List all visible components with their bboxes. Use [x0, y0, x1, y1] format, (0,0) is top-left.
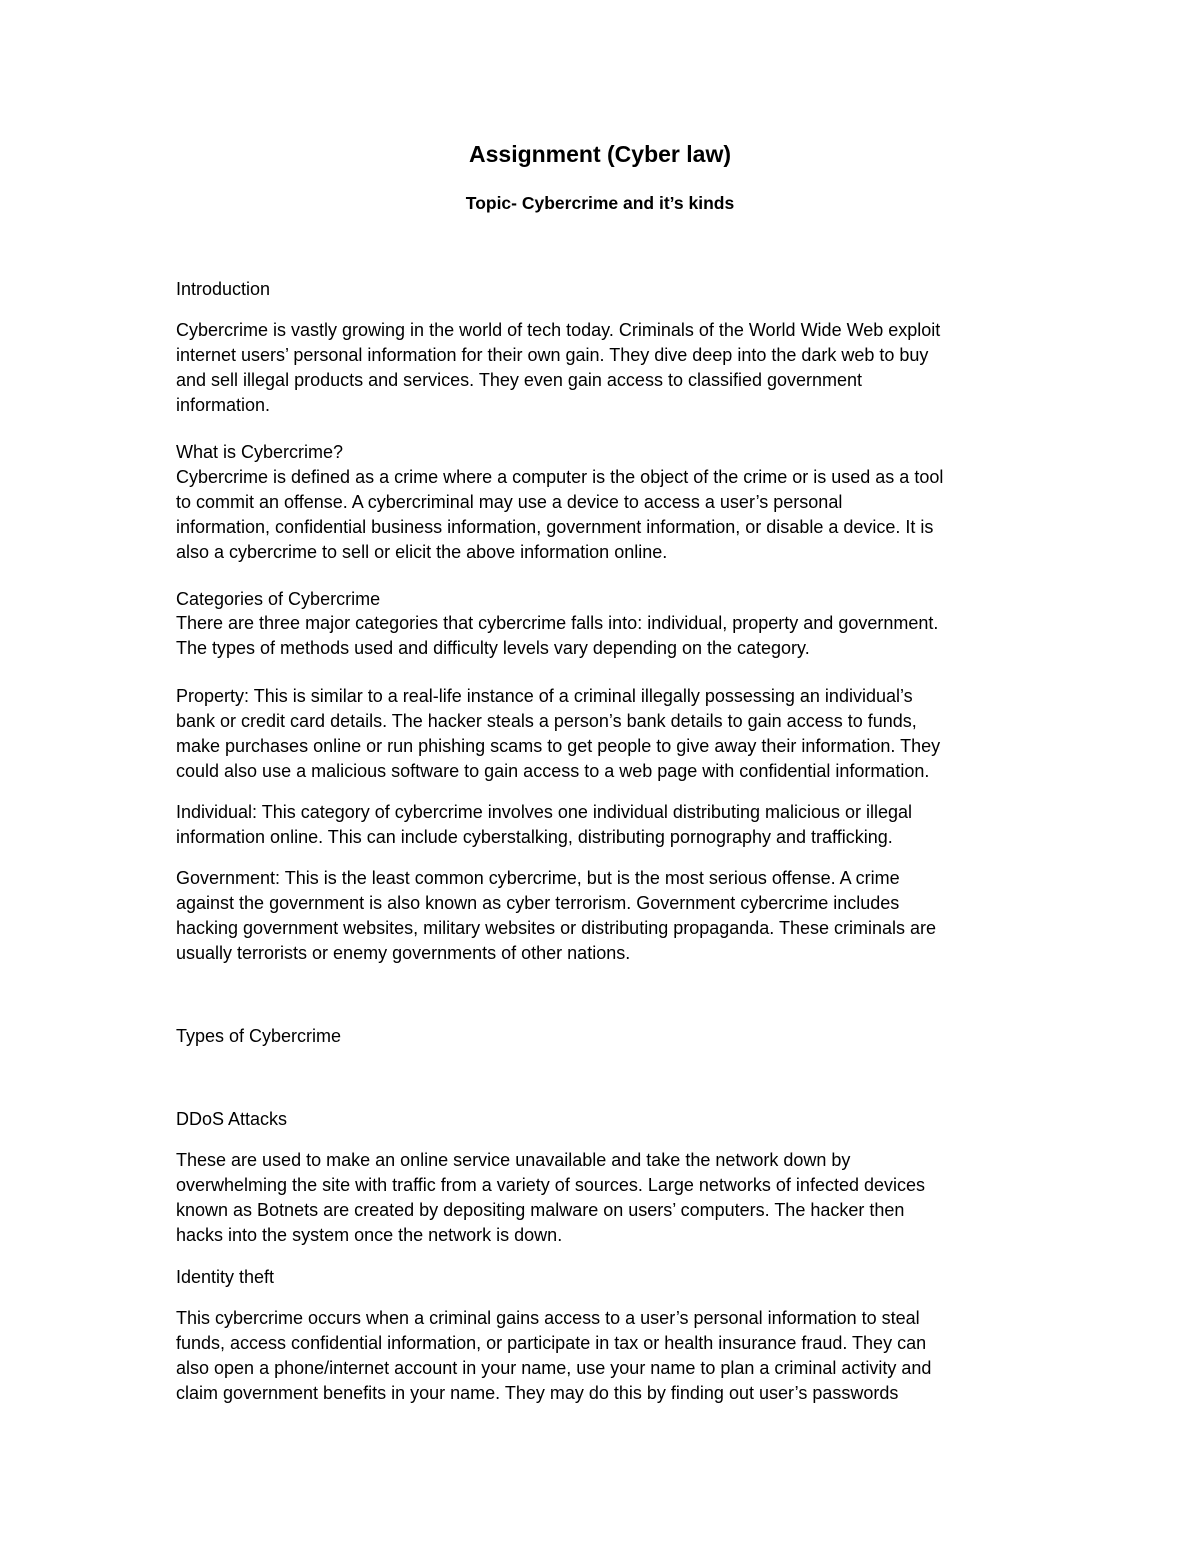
categories-heading: Categories of Cybercrime — [176, 589, 381, 609]
types-heading: Types of Cybercrime — [176, 1026, 342, 1046]
government-paragraph: Government: This is the least common cybercrime, but is the most serious offense. A crime against the government is also known as cyber terrorism. Government cybercrime includes hacking government websites, military websites or distributing propaganda. These criminals are usually terrorists or enemy governments of other nations. — [176, 868, 937, 963]
ddos-heading: DDoS Attacks — [176, 1109, 288, 1129]
document-title: Assignment (Cyber law) — [469, 141, 731, 167]
what-paragraph: Cybercrime is defined as a crime where a computer is the object of the crime or is used as a tool to commit an offense. A cybercriminal may use a device to access a user’s personal information, confidential business information, government information, or disable a device. It is also a cybercrime to sell or elicit the above information online. — [176, 467, 944, 562]
intro-heading: Introduction — [176, 279, 271, 299]
identity-heading: Identity theft — [176, 1267, 275, 1287]
identity-paragraph: This cybercrime occurs when a criminal gains access to a user’s personal information to steal funds, access confidential information, or participate in tax or health insurance fraud. They can also open a phone/internet account in your name, use your name to plan a criminal activity and claim government benefits in your name. They may do this by finding out user’s passwords — [176, 1308, 932, 1403]
individual-paragraph: Individual: This category of cybercrime involves one individual distributing malicious or illegal information online. This can include cyberstalking, distributing pornography and trafficking. — [176, 802, 913, 847]
property-paragraph: Property: This is similar to a real-life instance of a criminal illegally possessing an individual’s bank or credit card details. The hacker steals a person’s bank details to gain access to funds, make purchases online or run phishing scams to get people to give away their information. They could also use a malicious software to gain access to a web page with confidential information. — [176, 686, 941, 781]
document-subtitle: Topic- Cybercrime and it’s kinds — [465, 193, 735, 213]
what-heading: What is Cybercrime? — [176, 442, 344, 462]
categories-paragraph: There are three major categories that cybercrime falls into: individual, property and government. The types of methods used and difficulty levels vary depending on the category. — [176, 613, 939, 658]
intro-paragraph: Cybercrime is vastly growing in the world of tech today. Criminals of the World Wide Web exploit internet users’ personal information for their own gain. They dive deep into the dark web to buy and sell illegal products and services. They even gain access to classified government information. — [176, 320, 941, 415]
ddos-paragraph: These are used to make an online service unavailable and take the network down by overwhelming the site with traffic from a variety of sources. Large networks of infected devices known as Botnets are created by depositing malware on users’ computers. The hacker then hacks into the system once the network is down. — [176, 1150, 926, 1245]
